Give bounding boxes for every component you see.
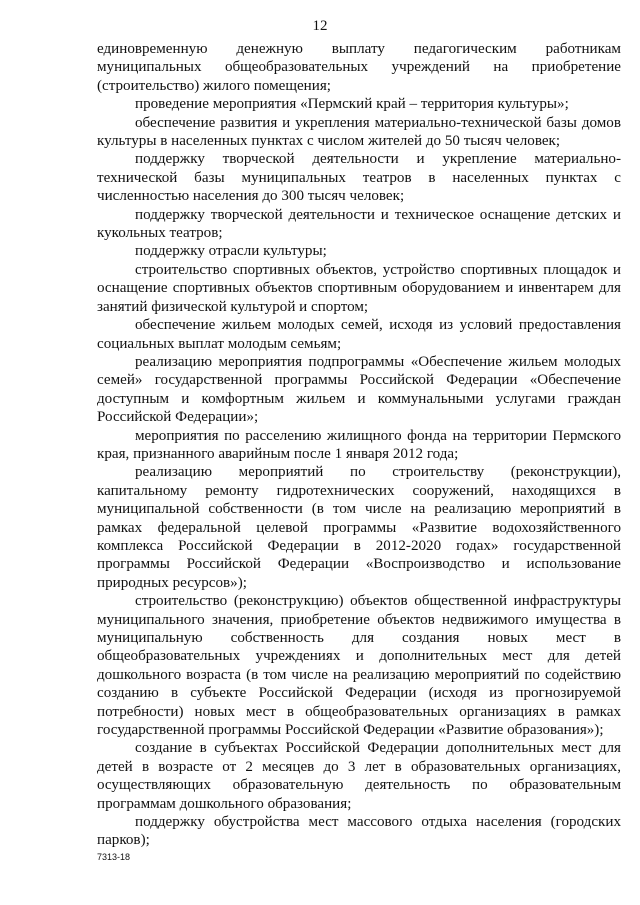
paragraph: реализацию мероприятия подпрограммы «Обеспечение жильем молодых семей» государственной программы Российской Федерации «Обеспечение доступным и комфортным жильем и коммунальными услугами граждан Российской Федерации»;: [97, 353, 621, 426]
paragraph: строительство (реконструкцию) объектов общественной инфраструктуры муниципального значения, приобретение объектов недвижимого имущества в муниципальную собственность для создания новых мест в общеобразовательных учреждениях и дополнительных мест для детей дошкольного возраста (в том числе на реализацию мероприятий по содействию созданию в субъекте Российской Федерации (исходя из прогнозируемой потребности) новых мест в общеобразовательных организациях в рамках государственной программы Российской Федерации «Развитие образования»);: [97, 593, 621, 739]
paragraph: создание в субъектах Российской Федерации дополнительных мест для детей в возрасте от 2 месяцев до 3 лет в образовательных организациях, осуществляющих образовательную деятельность по образовательным программам дошкольного образования;: [97, 740, 621, 812]
document-code: 7313-18: [97, 852, 131, 862]
paragraph: строительство спортивных объектов, устройство спортивных площадок и оснащение спортивных объектов спортивным оборудованием и инвентарем для занятий физической культурой и спортом;: [97, 261, 621, 315]
paragraph: обеспечение жильем молодых семей, исходя из условий предоставления социальных выплат молодым семьям;: [97, 317, 621, 352]
paragraph: единовременную денежную выплату педагогическим работникам муниципальных общеобразовательных учреждений на приобретение (строительство) жилого помещения;: [97, 41, 621, 94]
paragraph: поддержку отрасли культуры;: [135, 243, 327, 260]
paragraph: реализацию мероприятий по строительству (реконструкции), капитальному ремонту гидротехнических сооружений, находящихся в муниципальной собственности (в том числе на реализацию мероприятий в рамках федеральной целевой программы «Развитие водохозяйственного комплекса Российской Федерации в 2012-2020 годах» государственной программы Российской Федерации «Воспроизводство и использование природных ресурсов»);: [97, 464, 621, 591]
paragraph: обеспечение развития и укрепления материально-технической базы домов культуры в населенных пунктах с числом жителей до 50 тысяч человек;: [97, 114, 621, 150]
paragraph: проведение мероприятия «Пермский край – территория культуры»;: [135, 96, 569, 113]
document-body: [97, 40, 621, 850]
paragraph: поддержку творческой деятельности и укрепление материально-технической базы муниципальных театров в населенных пунктах с численностью населения до 300 тысяч человек;: [97, 151, 621, 205]
page-number: 12: [312, 18, 328, 34]
paragraph: поддержку творческой деятельности и техническое оснащение детских и кукольных театров;: [97, 206, 621, 242]
paragraph: поддержку обустройства мест массового отдыха населения (городских парков);: [97, 814, 621, 849]
paragraph: мероприятия по расселению жилищного фонда на территории Пермского края, признанного аварийным после 1 января 2012 года;: [97, 427, 621, 462]
